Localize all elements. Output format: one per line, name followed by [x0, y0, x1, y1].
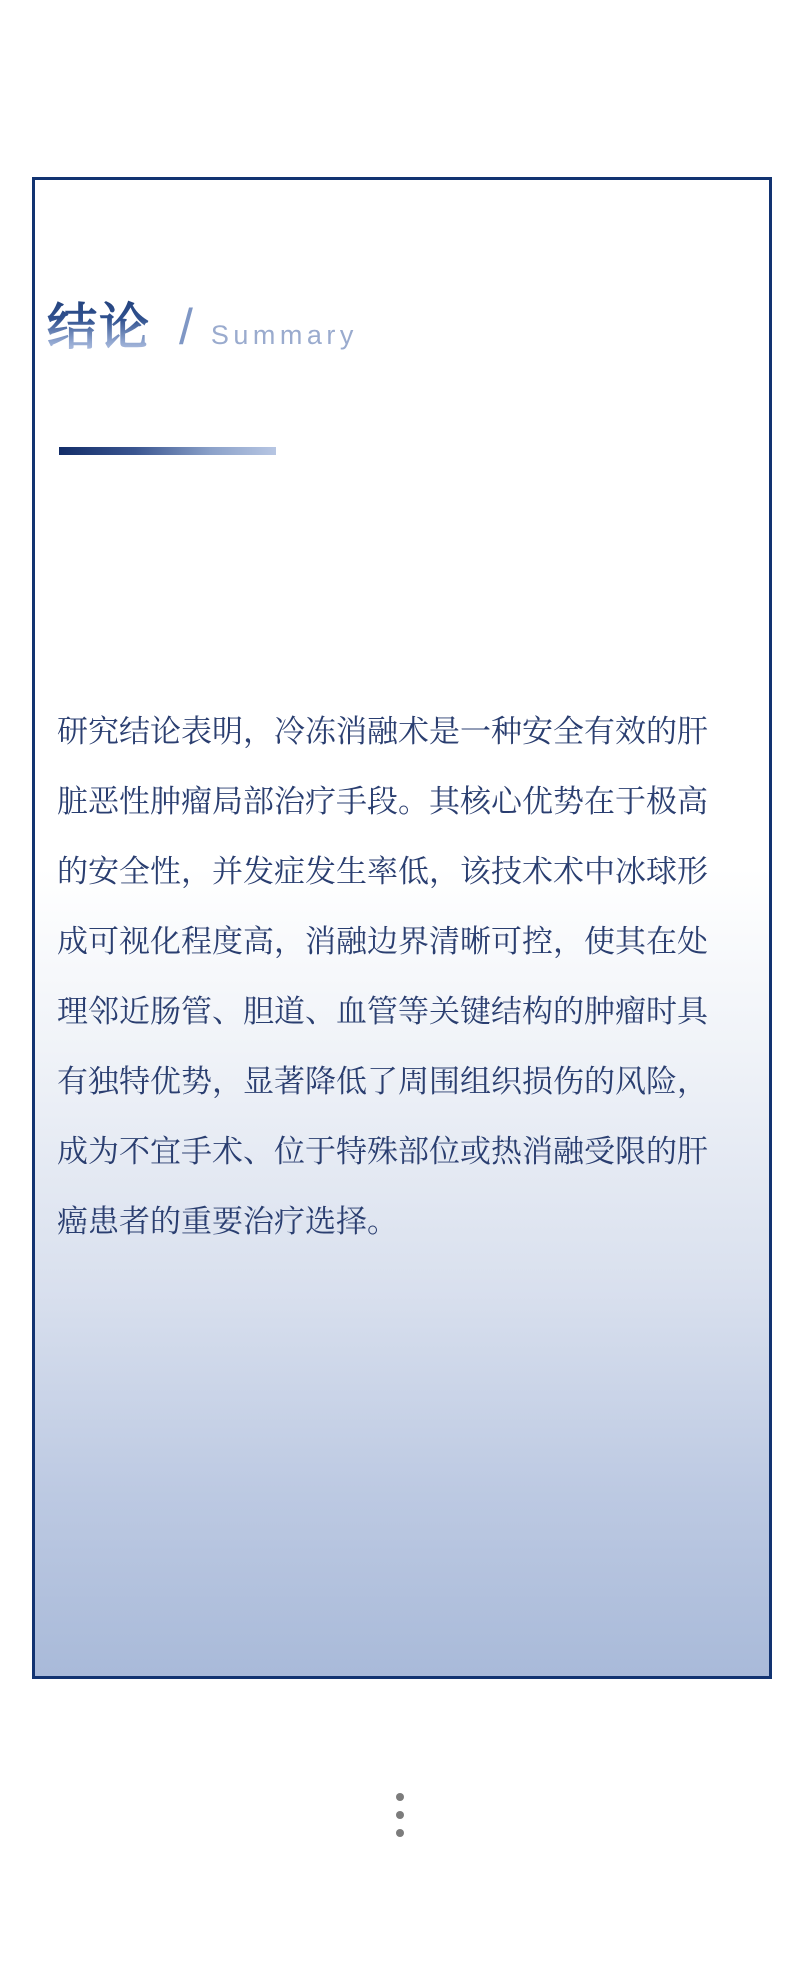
conclusion-paragraph [57, 697, 749, 1257]
body-line: 成可视化程度高，消融边界清晰可控，使其在处 [57, 924, 708, 959]
body-line: 研究结论表明，冷冻消融术是一种安全有效的肝 [57, 714, 708, 749]
body-line: 有独特优势，显著降低了周围组织损伤的风险， [57, 1064, 708, 1099]
title-slash-separator: / [179, 299, 193, 355]
ellipsis-dot-icon [396, 1829, 404, 1837]
summary-card [32, 177, 772, 1679]
body-line: 癌患者的重要治疗选择。 [57, 1204, 398, 1239]
body-line: 理邻近肠管、胆道、血管等关键结构的肿瘤时具 [57, 994, 708, 1029]
body-line: 脏恶性肿瘤局部治疗手段。其核心优势在于极高 [57, 784, 708, 819]
gradient-divider-bar [59, 447, 276, 455]
ellipsis-divider [0, 1793, 800, 1837]
section-subtitle: Summary [210, 320, 358, 350]
ellipsis-dot-icon [396, 1811, 404, 1819]
section-title: 结论 [47, 299, 151, 355]
section-header [47, 298, 358, 356]
body-line: 成为不宜手术、位于特殊部位或热消融受限的肝 [57, 1134, 708, 1169]
ellipsis-dot-icon [396, 1793, 404, 1801]
body-line: 的安全性，并发症发生率低，该技术术中冰球形 [57, 854, 708, 889]
